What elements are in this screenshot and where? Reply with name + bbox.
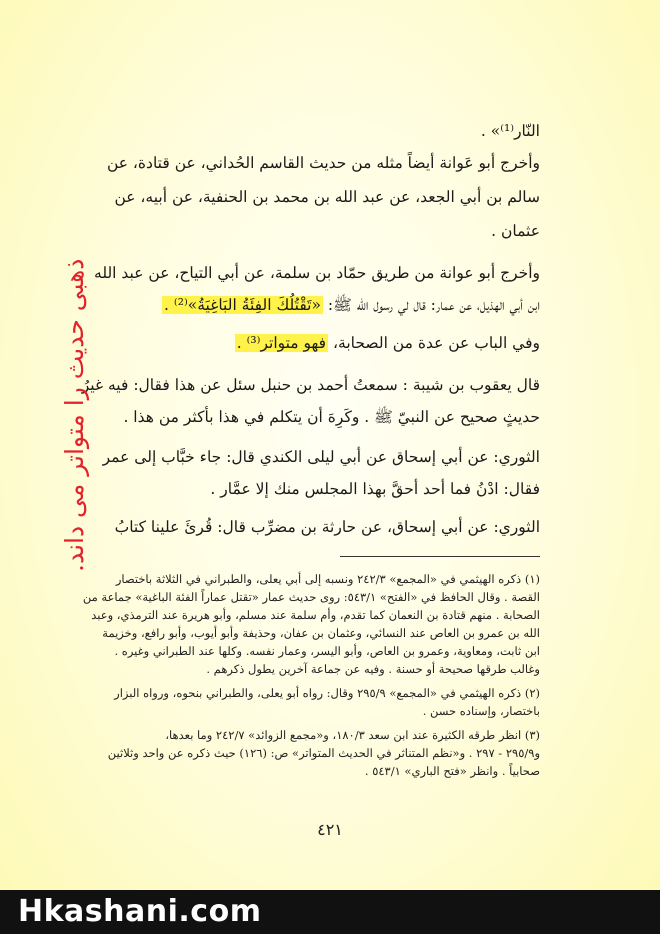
text-line-10: الثوري: عن أبي إسحاق عن أبي ليلى الكندي قال: جاء خبَّاب إلى عمر xyxy=(102,448,540,466)
text-line-6 xyxy=(115,292,540,318)
footnote-line-3: الصحابة . منهم قتادة بن النعمان كما تقدم، وأم سلمة عند مسلم، وأبو هريرة عند الترمذي، وعبد xyxy=(91,608,540,622)
text-line-12: الثوري: عن أبي إسحاق، عن حارثة بن مضرِّب قال: قُرئَ علينا كتابُ xyxy=(114,518,540,536)
text-line-8: قال يعقوب بن شيبة : سمعتُ أحمد بن حنبل سئل عن هذا فقال: فيه غيرُ xyxy=(81,376,540,394)
footnote-divider xyxy=(340,556,540,557)
text-line-6-prefix: ابن أبي الهذيل، عن عمار: قال لي رسول الله ﷺ: xyxy=(327,296,540,314)
footnote-line-6: وغالب طرقها صحيحة أو حسنة . وفيه عن جماعة آخرين يطول ذكرهم . xyxy=(206,662,540,676)
footnote-line-8: باختصار، وإسناده حسن . xyxy=(422,704,540,718)
mutawatir-highlight: فهو متواتر⁽³⁾ . xyxy=(236,334,327,352)
footnote-line-9: (٣) انظر طرقه الكثيرة عند ابن سعد ١٨٠/٣، و«مجمع الزوائد» ٢٤٢/٧ وما بعدها، xyxy=(165,728,540,742)
text-line-7-prefix: وفي الباب عن عدة من الصحابة، xyxy=(333,334,540,352)
site-watermark: Hkashani.com xyxy=(18,894,262,929)
text-line-2: وأخرج أبو عَوانة أيضاً مثله من حديث القاسم الحُداني، عن قتادة، عن xyxy=(106,154,540,172)
text-line-9: حديثٍ صحيح عن النبيّ ﷺ . وكَرِهَ أن يتكلم في هذا بأكثر من هذا . xyxy=(123,408,540,426)
text-line-11: فقال: ادْنُ فما أحد أحقَّ بهذا المجلس منك إلا عمَّار . xyxy=(210,480,540,498)
footnote-line-4: الله بن عمرو بن العاص عند النسائي، وعثمان بن عفان، وحذيفة وأبو أيوب، وأبو رافع، وخزيمة xyxy=(102,626,540,640)
footnote-line-1: (١) ذكره الهيثمي في «المجمع» ٢٤٢/٣ ونسبه إلى أبي يعلى، والطبراني في الثلاثة باختصار xyxy=(115,572,540,586)
text-line-4: عثمان . xyxy=(491,222,540,240)
text-line-1: النّار⁽¹⁾» . xyxy=(480,122,540,140)
text-line-5: وأخرج أبو عوانة من طريق حمّاد بن سلمة، عن أبي التياح، عن عبد الله xyxy=(94,264,540,282)
text-line-7 xyxy=(115,330,540,356)
footnote-line-5: ابن ثابت، ومعاوية، وعمرو بن العاص، وأبو اليسر، وعمار نفسه. وكلها عند الطبراني وغيره . xyxy=(114,644,540,658)
text-line-3: سالم بن أبي الجعد، عن عبد الله بن محمد بن الحنفية، عن أبيه، عن xyxy=(114,188,540,206)
main-text xyxy=(81,118,540,548)
footnote-line-2: القصة . وقال الحافظ في «الفتح» ٥٤٣/١: روى حديث عمار «تقتل عماراً الفئة الباغية» جماعة من xyxy=(82,590,540,604)
footnote-line-7: (٢) ذكره الهيثمي في «المجمع» ٢٩٥/٩ وقال: رواه أبو يعلى، والطبراني بنحوه، ورواه البزار xyxy=(114,686,540,700)
footnote-line-10: و٢٩٥/٩ - ٢٩٧ . و«نظم المتناثر في الحديث المتواتر» ص: (١٢٦) حيث ذكره عن واحد وثلاثين xyxy=(107,746,540,760)
footnote-line-11: صحابياً . وانظر «فتح الباري» ٥٤٣/١ . xyxy=(364,764,540,778)
handwritten-margin-note: ذهبی حدیث را متواتر می داند. xyxy=(60,258,89,572)
hadith-highlight: «تَقْتُلُكَ الفِئَةُ البَاغِيَةُ»⁽²⁾ . xyxy=(164,296,321,314)
page-number: ٤٢١ xyxy=(317,820,343,839)
